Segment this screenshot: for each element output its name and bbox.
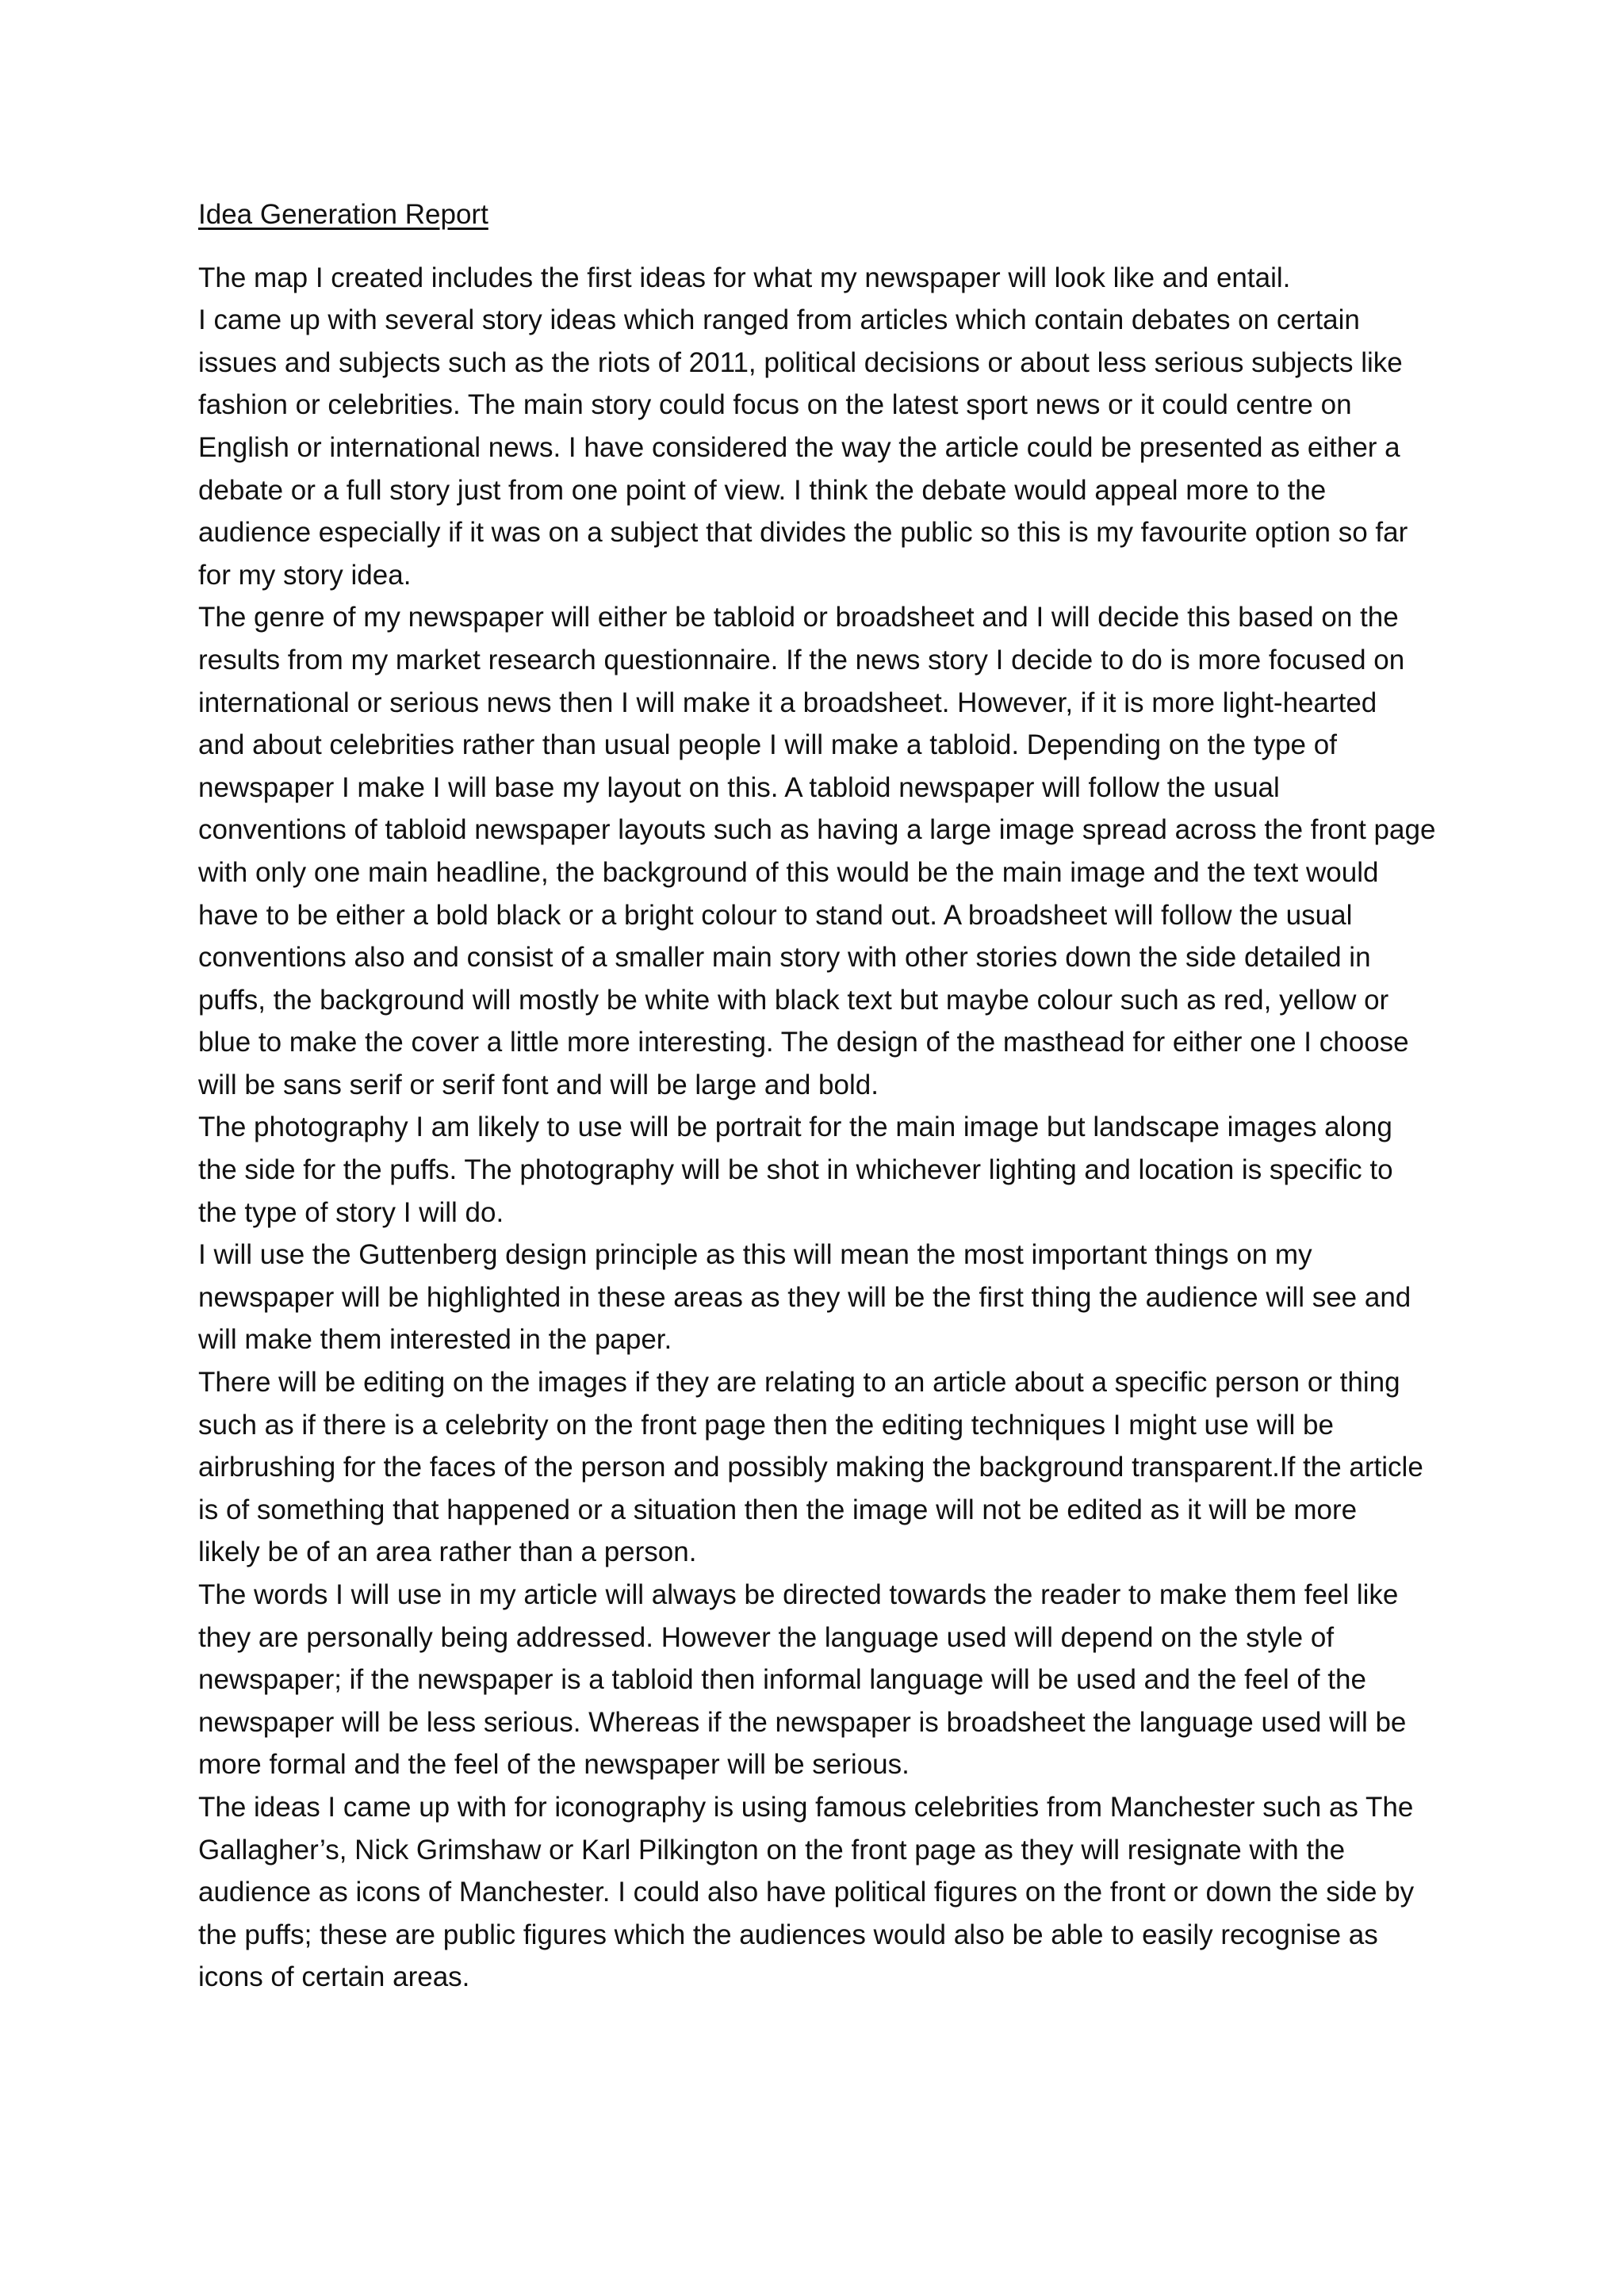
paragraph <box>198 1361 1451 1574</box>
text-line: newspaper I make I will base my layout on this. A tabloid newspaper will follow the usual <box>198 771 1280 803</box>
text-line: I came up with several story ideas which ranged from articles which contain debates on certain <box>198 304 1360 336</box>
text-line: more formal and the feel of the newspaper will be serious. <box>198 1749 910 1781</box>
text-line: The words I will use in my article will always be directed towards the reader to make them feel like <box>198 1579 1399 1610</box>
text-line: have to be either a bold black or a bright colour to stand out. A broadsheet will follow the usual <box>198 899 1353 931</box>
text-line: The map I created includes the first ideas for what my newspaper will look like and entail. <box>198 262 1291 293</box>
text-line: The ideas I came up with for iconography is using famous celebrities from Manchester such as The <box>198 1791 1414 1823</box>
text-line: they are personally being addressed. However the language used will depend on the style of <box>198 1621 1335 1653</box>
text-line: blue to make the cover a little more interesting. The design of the masthead for either one I choose <box>198 1027 1409 1058</box>
text-line: the side for the puffs. The photography will be shot in whichever lighting and location is specific to <box>198 1154 1393 1186</box>
paragraph-list <box>198 257 1451 1999</box>
text-line: with only one main headline, the background of this would be the main image and the text would <box>198 856 1379 888</box>
document-body <box>198 193 1451 1999</box>
text-line: the puffs; these are public figures which the audiences would also be able to easily recognise as <box>198 1919 1378 1950</box>
text-line: debate or a full story just from one point of view. I think the debate would appeal more to the <box>198 474 1327 506</box>
paragraph <box>198 1786 1451 1999</box>
paragraph <box>198 1234 1451 1361</box>
text-line: The photography I am likely to use will be portrait for the main image but landscape images along <box>198 1112 1392 1143</box>
text-line: for my story idea. <box>198 559 412 591</box>
text-line: icons of certain areas. <box>198 1961 470 1993</box>
text-line: The genre of my newspaper will either be tabloid or broadsheet and I will decide this based on the <box>198 602 1399 633</box>
text-line: such as if there is a celebrity on the front page then the editing techniques I might use will be <box>198 1409 1334 1441</box>
text-line: audience as icons of Manchester. I could also have political figures on the front or down the side by <box>198 1877 1415 1908</box>
document-title: Idea Generation Report <box>198 199 488 230</box>
text-line: will make them interested in the paper. <box>198 1324 672 1356</box>
text-line: international or serious news then I will make it a broadsheet. However, if it is more light-hearted <box>198 687 1377 718</box>
text-line: newspaper will be less serious. Whereas if the newspaper is broadsheet the language used will be <box>198 1706 1407 1738</box>
text-line: results from my market research questionnaire. If the news story I decide to do is more focused on <box>198 644 1405 675</box>
paragraph <box>198 1574 1451 1786</box>
text-line: and about celebrities rather than usual people I will make a tabloid. Depending on the type of <box>198 729 1337 761</box>
text-line: will be sans serif or serif font and will be large and bold. <box>198 1069 879 1100</box>
text-line: I will use the Guttenberg design principle as this will mean the most important things on my <box>198 1239 1312 1271</box>
text-line: Gallagher’s, Nick Grimshaw or Karl Pilkington on the front page as they will resignate with the <box>198 1834 1346 1866</box>
paragraph <box>198 1106 1451 1234</box>
text-line: conventions also and consist of a smaller main story with other stories down the side detailed in <box>198 942 1371 974</box>
text-line: airbrushing for the faces of the person and possibly making the background transparent.If the article <box>198 1452 1423 1483</box>
text-line: conventions of tabloid newspaper layouts such as having a large image spread across the front page <box>198 814 1436 846</box>
text-line: English or international news. I have considered the way the article could be presented as either a <box>198 431 1400 463</box>
text-line: audience especially if it was on a subject that divides the public so this is my favourite option so far <box>198 517 1408 549</box>
text-line: issues and subjects such as the riots of 2011, political decisions or about less serious subjects like <box>198 346 1403 378</box>
text-line: the type of story I will do. <box>198 1196 504 1228</box>
text-line: likely be of an area rather than a person. <box>198 1536 697 1568</box>
paragraph <box>198 299 1451 596</box>
paragraph <box>198 596 1451 1106</box>
text-line: fashion or celebrities. The main story could focus on the latest sport news or it could centre on <box>198 389 1352 421</box>
text-line: puffs, the background will mostly be white with black text but maybe colour such as red, yellow or <box>198 984 1389 1016</box>
text-line: newspaper will be highlighted in these areas as they will be the first thing the audience will see and <box>198 1281 1411 1313</box>
text-line: There will be editing on the images if they are relating to an article about a specific person or thing <box>198 1367 1400 1399</box>
text-line: newspaper; if the newspaper is a tabloid then informal language will be used and the feel of the <box>198 1664 1366 1696</box>
text-line: is of something that happened or a situation then the image will not be edited as it will be more <box>198 1494 1358 1525</box>
paragraph <box>198 257 1451 300</box>
